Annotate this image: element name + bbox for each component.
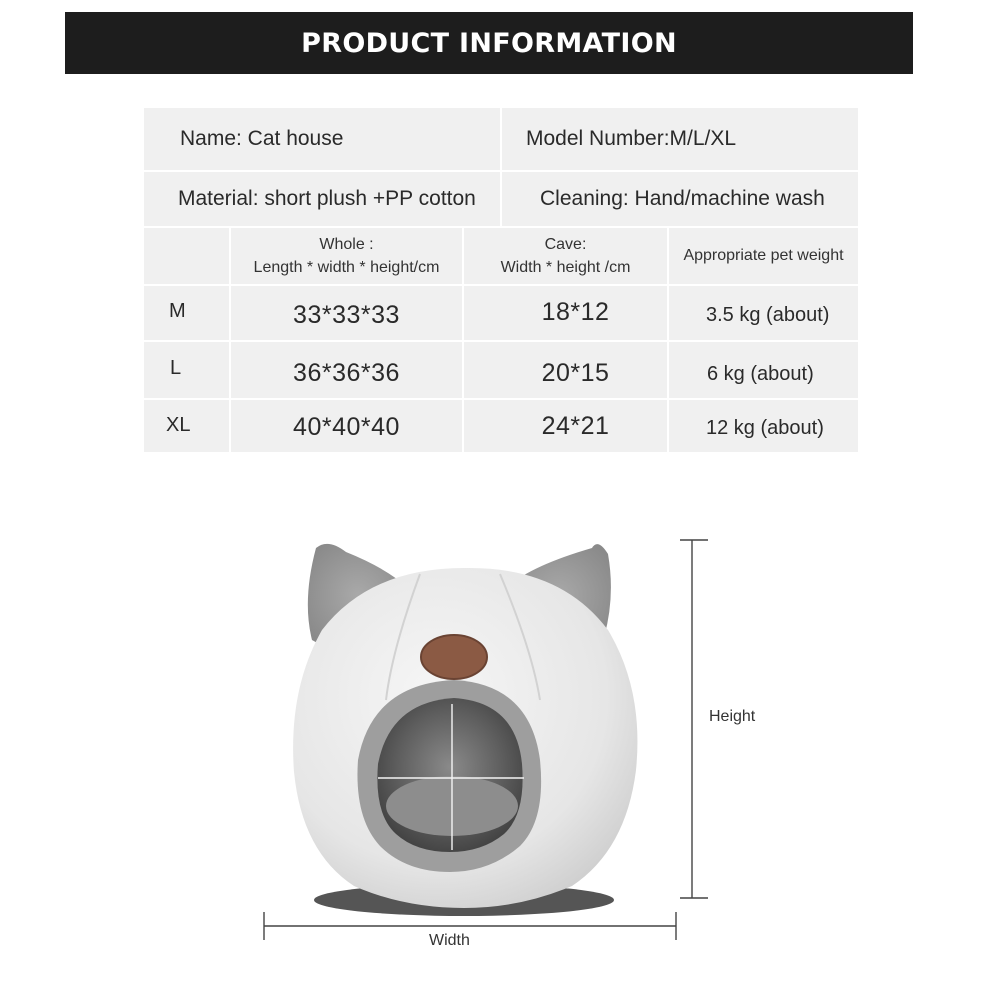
whole-header	[231, 228, 462, 284]
name-value: Name: Cat house	[180, 127, 344, 150]
weight-header-label: Appropriate pet weight	[683, 247, 844, 264]
height-label: Height	[709, 708, 756, 725]
whole-header-title: Whole :	[319, 236, 374, 253]
cleaning-value: Cleaning: Hand/machine wash	[540, 187, 825, 210]
material-value: Material: short plush +PP cotton	[178, 187, 476, 210]
size-l-weight: 6 kg (about)	[669, 342, 858, 398]
cave-header-sub: Width * height /cm	[500, 259, 631, 276]
size-l-cave: 20*15	[464, 342, 667, 398]
cleaning-cell	[502, 172, 858, 226]
model-number-cell	[502, 108, 858, 170]
width-label: Width	[429, 932, 470, 949]
cave-header	[464, 228, 667, 284]
header-title: PRODUCT INFORMATION	[301, 27, 677, 59]
name-cell	[144, 108, 500, 170]
cat-house-illustration	[0, 500, 1000, 970]
weight-header	[669, 228, 858, 284]
size-xl-whole: 40*40*40	[231, 400, 462, 452]
size-l-whole: 36*36*36	[231, 342, 462, 398]
whole-header-sub: Length * width * height/cm	[253, 259, 440, 276]
size-m-weight: 3.5 kg (about)	[669, 286, 858, 340]
size-header-empty	[144, 228, 229, 284]
size-xl-label: XL	[144, 400, 229, 452]
size-m-whole: 33*33*33	[231, 286, 462, 340]
size-xl-weight: 12 kg (about)	[669, 400, 858, 452]
size-l-label: L	[144, 342, 229, 398]
size-xl-cave: 24*21	[464, 400, 667, 452]
size-m-cave: 18*12	[464, 286, 667, 340]
cave-header-title: Cave:	[544, 236, 587, 253]
material-cell	[144, 172, 500, 226]
size-m-label: M	[144, 286, 229, 340]
model-number-value: Model Number:M/L/XL	[526, 127, 737, 150]
product-information-header	[65, 12, 913, 74]
